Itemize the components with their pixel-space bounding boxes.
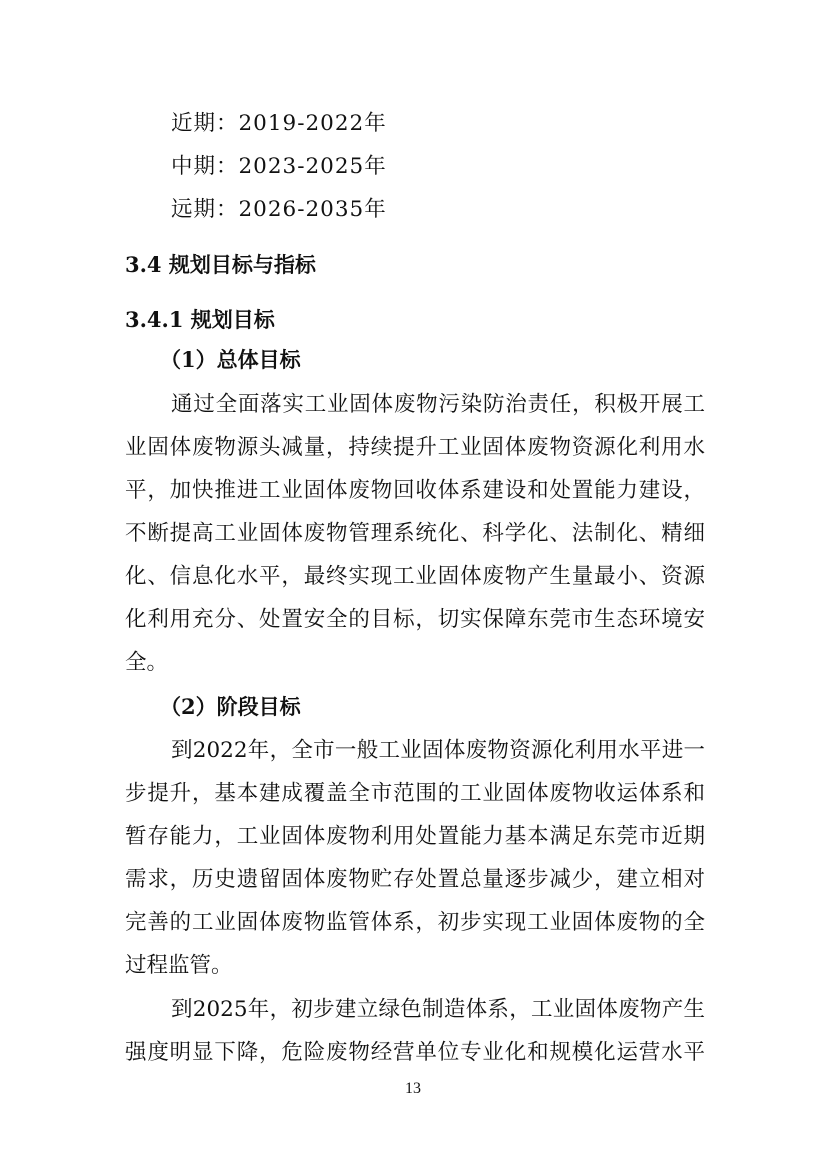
stage-goal-heading: （2）阶段目标: [160, 694, 301, 719]
paragraph-line: 通过全面落实工业固体废物污染防治责任，积极开展工: [171, 392, 705, 417]
period-near: 近期：2019-2022年: [171, 111, 387, 136]
overall-goal-heading: （1）总体目标: [160, 347, 301, 372]
paragraph-line: 业固体废物源头减量，持续提升工业固体废物资源化利用水: [125, 435, 705, 460]
paragraph-line: 平，加快推进工业固体废物回收体系建设和处置能力建设，: [125, 478, 705, 503]
section-heading: 3.4 规划目标与指标: [125, 252, 316, 277]
paragraph-line: 化、信息化水平，最终实现工业固体废物产生量最小、资源: [125, 564, 705, 589]
paragraph-line: 强度明显下降，危险废物经营单位专业化和规模化运营水平: [125, 1040, 705, 1065]
paragraph-line: 暂存能力，工业固体废物利用处置能力基本满足东莞市近期: [125, 824, 705, 849]
subsection-heading: 3.4.1 规划目标: [125, 307, 275, 332]
period-far: 远期：2026-2035年: [171, 197, 387, 222]
paragraph-line: 步提升，基本建成覆盖全市范围的工业固体废物收运体系和: [125, 781, 705, 806]
paragraph-line: 化利用充分、处置安全的目标，切实保障东莞市生态环境安: [125, 607, 705, 632]
paragraph-line: 全。: [125, 650, 169, 675]
paragraph-line: 到2025年，初步建立绿色制造体系，工业固体废物产生: [171, 997, 705, 1022]
page-number: 13: [405, 1080, 421, 1097]
period-mid: 中期：2023-2025年: [171, 154, 387, 179]
paragraph-line: 到2022年，全市一般工业固体废物资源化利用水平进一: [171, 738, 705, 763]
paragraph-line: 不断提高工业固体废物管理系统化、科学化、法制化、精细: [125, 521, 705, 546]
paragraph-line: 完善的工业固体废物监管体系，初步实现工业固体废物的全: [125, 910, 705, 935]
paragraph-line: 过程监管。: [125, 953, 233, 978]
paragraph-line: 需求，历史遗留固体废物贮存处置总量逐步减少，建立相对: [125, 867, 705, 892]
